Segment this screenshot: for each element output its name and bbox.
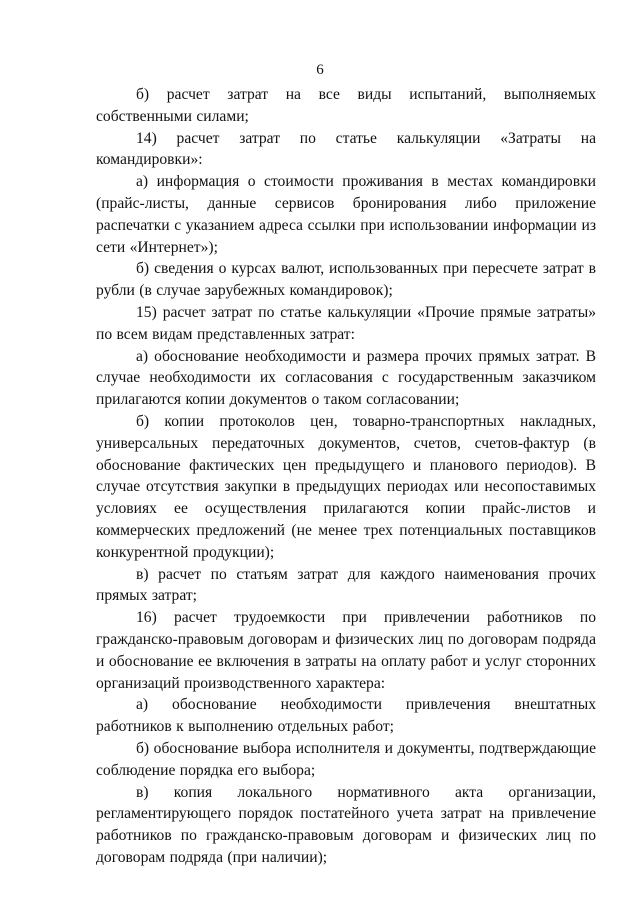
paragraph: а) обоснование необходимости привлечения внештатных работников к выполнению отдельных работ; bbox=[96, 696, 596, 736]
paragraph: б) обоснование выбора исполнителя и документы, подтверждающие соблюдение порядка его выбора; bbox=[96, 739, 596, 779]
paragraph: в) копия локального нормативного акта организации, регламентирующего порядок постатейного учета затрат на привлечение работников по гражданско-правовым договорам и физических лиц по договорам подряда (при наличии); bbox=[96, 783, 596, 866]
paragraph: а) информация о стоимости проживания в местах командировки (прайс-листы, данные сервисов бронирования либо приложение распечатки с указанием адреса ссылки при использовании информации из сети «Интернет»); bbox=[96, 173, 596, 256]
paragraph: в) расчет по статьям затрат для каждого наименования прочих прямых затрат; bbox=[96, 565, 596, 605]
paragraph: б) расчет затрат на все виды испытаний, выполняемых собственными силами; bbox=[96, 86, 596, 125]
paragraph: 15) расчет затрат по статье калькуляции «Прочие прямые затраты» по всем видам представленных затрат: bbox=[96, 303, 596, 343]
paragraph: б) копии протоколов цен, товарно-транспортных накладных, универсальных передаточных документов, счетов, счетов-фактур (в обоснование фактических цен предыдущего и планового периодов). В случае отсутствия закупки в предыдущих периодах или несопоставимых условиях ее осуществления прилагаются копии прайс-листов и коммерческих предложений (не менее трех потенциальных поставщиков конкурентной продукции); bbox=[96, 412, 596, 561]
paragraph: 16) расчет трудоемкости при привлечении работников по гражданско-правовым договорам и физических лиц по договорам подряда и обоснование ее включения в затраты на оплату работ и услуг сторонних организаций производственного характера: bbox=[96, 609, 596, 692]
page-number: 6 bbox=[316, 62, 324, 78]
paragraph: 14) расчет затрат по статье калькуляции «Затраты на командировки»: bbox=[96, 129, 596, 169]
paragraph: б) сведения о курсах валют, использованных при пересчете затрат в рубли (в случае зарубежных командировок); bbox=[96, 260, 596, 300]
document-body bbox=[96, 84, 596, 869]
paragraph: а) обоснование необходимости и размера прочих прямых затрат. В случае необходимости их согласования с государственным заказчиком прилагаются копии документов о таком согласовании; bbox=[96, 347, 596, 409]
